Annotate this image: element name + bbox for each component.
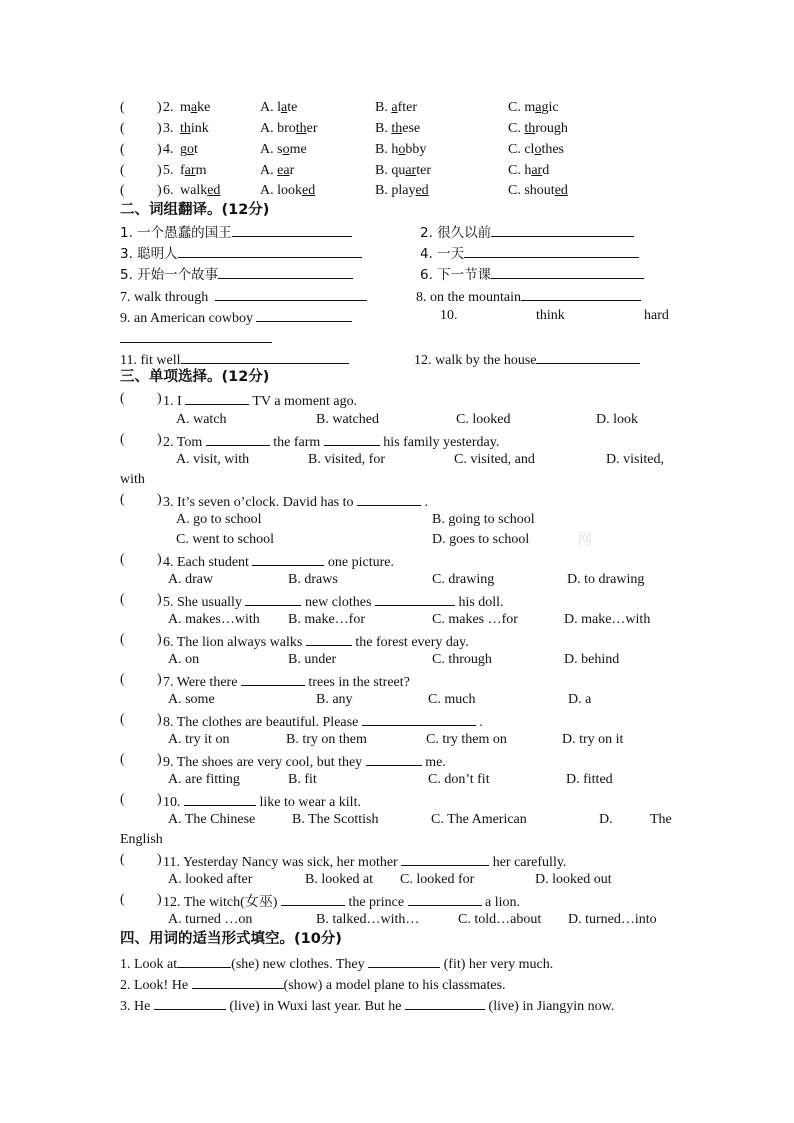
- underlined-letters: th: [295, 121, 307, 136]
- answer-blank[interactable]: [192, 975, 284, 989]
- translation-item-2: 2. 很久以前: [420, 223, 634, 241]
- option-c[interactable]: C. through: [432, 652, 492, 667]
- answer-paren-open: (: [120, 163, 125, 178]
- option-c[interactable]: C. makes …for: [432, 612, 518, 627]
- answer-blank[interactable]: [464, 244, 639, 258]
- translation-item-3: 3. 聪明人: [120, 244, 362, 262]
- answer-blank[interactable]: [401, 852, 489, 866]
- underlined-letters: o: [187, 142, 194, 157]
- underlined-letters: th: [524, 121, 536, 136]
- option-c[interactable]: C. looked for: [400, 872, 475, 887]
- option-a[interactable]: A. turned …on: [168, 912, 253, 927]
- stem-text: her carefully.: [492, 855, 567, 870]
- answer-blank[interactable]: [181, 350, 349, 364]
- word-part: B. qu: [375, 163, 406, 178]
- target-word: [180, 100, 210, 116]
- underlined-letters: ed: [554, 183, 568, 198]
- word-part: me: [289, 142, 307, 157]
- word-part: er: [306, 121, 318, 136]
- option-c[interactable]: C. try them on: [426, 732, 507, 747]
- answer-blank[interactable]: [375, 592, 455, 606]
- stem-text: 4. Each student: [163, 555, 249, 570]
- underlined-letters: ed: [302, 183, 316, 198]
- stem-text: me.: [425, 755, 446, 770]
- answer-paren-close: ): [157, 592, 162, 607]
- word-part: A. l: [260, 100, 281, 115]
- target-word: [180, 121, 209, 137]
- stem-text: new clothes: [304, 595, 372, 610]
- question-stem: [163, 672, 410, 691]
- stem-text: the prince: [348, 895, 405, 910]
- stem-text: the farm: [273, 435, 321, 450]
- question-number: 3.: [163, 121, 174, 136]
- question-stem: [163, 852, 566, 871]
- stem-text: 12. The witch(女巫): [163, 895, 278, 910]
- answer-blank[interactable]: [184, 792, 256, 806]
- word-part: B.: [375, 121, 392, 136]
- option-c: [508, 100, 559, 116]
- option-a: [260, 163, 294, 179]
- option-a: [260, 183, 315, 199]
- question-number: 6.: [163, 183, 174, 198]
- option-a[interactable]: A. are fitting: [168, 772, 240, 787]
- option-c[interactable]: C. went to school: [176, 532, 274, 547]
- option-d[interactable]: D. fitted: [566, 772, 613, 787]
- answer-paren-open: (: [120, 592, 125, 607]
- word-part: B. h: [375, 142, 399, 157]
- translation-item-4: 4. 一天: [420, 244, 639, 262]
- translation-item-11: 11. fit well: [120, 350, 349, 369]
- question-stem: [163, 752, 446, 771]
- answer-blank[interactable]: [491, 265, 644, 279]
- word-part: walk: [180, 183, 208, 198]
- answer-blank[interactable]: [368, 954, 440, 968]
- watermark-glyph: 网: [578, 532, 592, 548]
- answer-paren-open: (: [120, 712, 125, 727]
- option-a: [260, 121, 318, 137]
- answer-blank[interactable]: [232, 223, 352, 237]
- underlined-letters: a: [391, 100, 398, 115]
- word-part: g: [180, 142, 187, 157]
- answer-blank[interactable]: [120, 329, 272, 343]
- option-c[interactable]: C. don’t fit: [428, 772, 490, 787]
- underlined-letters: ar: [405, 163, 417, 178]
- option-a[interactable]: A. looked after: [168, 872, 253, 887]
- answer-blank[interactable]: [252, 552, 324, 566]
- underlined-letters: ar: [531, 163, 543, 178]
- option-d[interactable]: D. look: [596, 412, 638, 427]
- word-part: d: [542, 163, 550, 178]
- translation-item-6: 6. 下一节课: [420, 265, 644, 283]
- option-b[interactable]: B. fit: [288, 772, 317, 787]
- option-c: [508, 142, 564, 158]
- answer-paren-close: ): [157, 492, 162, 507]
- stem-text: his doll.: [458, 595, 504, 610]
- word-part: ink: [190, 121, 209, 136]
- word-part: rough: [535, 121, 568, 136]
- answer-blank[interactable]: [357, 492, 421, 506]
- answer-paren-open: (: [120, 492, 125, 507]
- question-stem: [163, 892, 520, 911]
- option-b[interactable]: B. try on them: [286, 732, 367, 747]
- stem-text: 11. Yesterday Nancy was sick, her mother: [163, 855, 398, 870]
- word-part: bby: [405, 142, 427, 157]
- answer-paren-open: (: [120, 752, 125, 767]
- answer-blank[interactable]: [154, 996, 226, 1010]
- underlined-letters: ed: [207, 183, 221, 198]
- option-b[interactable]: B. talked…with…: [316, 912, 420, 927]
- option-d[interactable]: D. looked out: [535, 872, 612, 887]
- option-c: [508, 163, 549, 179]
- word-part: r: [289, 163, 295, 178]
- question-stem: [163, 391, 357, 410]
- answer-blank[interactable]: [408, 892, 482, 906]
- word-part: m: [195, 163, 207, 178]
- word-part: ke: [197, 100, 211, 115]
- question-number: 4.: [163, 142, 174, 157]
- option-b[interactable]: B. looked at: [305, 872, 374, 887]
- wrapped-text: with: [120, 472, 145, 487]
- option-b: [375, 100, 417, 116]
- answer-paren-close: ): [157, 752, 162, 767]
- option-b[interactable]: B. watched: [316, 412, 379, 427]
- answer-paren-close: ): [157, 712, 162, 727]
- answer-paren-open: (: [120, 852, 125, 867]
- fill-item-3: 3. He (live) in Wuxi last year. But he (live) in Jiangyin now.: [120, 996, 614, 1015]
- word-part: ter: [416, 163, 431, 178]
- word-part: A.: [260, 163, 278, 178]
- question-number: 5.: [163, 163, 174, 178]
- answer-paren-close: ): [157, 552, 162, 567]
- stem-text: 7. Were there: [163, 675, 238, 690]
- option-a[interactable]: A. on: [168, 652, 200, 667]
- answer-paren-close: ): [157, 391, 162, 406]
- word-part: A. look: [260, 183, 302, 198]
- option-d[interactable]: D. goes to school: [432, 532, 530, 547]
- stem-text: TV a moment ago.: [252, 394, 358, 409]
- translation-item-5: 5. 开始一个故事: [120, 265, 353, 283]
- answer-paren-close: ): [157, 121, 162, 136]
- translation-item-12: 12. walk by the house: [414, 350, 640, 369]
- answer-paren-open: (: [120, 432, 125, 447]
- option-d[interactable]: D. make…with: [564, 612, 651, 627]
- question-stem: [163, 632, 469, 651]
- word-part: C. h: [508, 163, 532, 178]
- stem-text: trees in the street?: [308, 675, 410, 690]
- answer-blank[interactable]: [521, 287, 641, 301]
- question-stem: [163, 592, 504, 611]
- answer-blank[interactable]: [306, 632, 352, 646]
- answer-paren-close: ): [157, 163, 162, 178]
- option-c[interactable]: C. told…about: [458, 912, 542, 927]
- option-a[interactable]: A. go to school: [176, 512, 262, 527]
- answer-paren-open: (: [120, 100, 125, 115]
- option-a[interactable]: A. draw: [168, 572, 214, 587]
- word-part: fter: [397, 100, 417, 115]
- answer-blank[interactable]: [362, 712, 476, 726]
- option-b[interactable]: B. draws: [288, 572, 338, 587]
- answer-blank[interactable]: [185, 391, 249, 405]
- fill-item-2: 2. Look! He (show) a model plane to his classmates.: [120, 975, 506, 994]
- stem-text: 8. The clothes are beautiful. Please: [163, 715, 359, 730]
- option-b[interactable]: B. The Scottish: [292, 812, 379, 827]
- underlined-letters: o: [282, 142, 290, 157]
- stem-text: the forest every day.: [355, 635, 469, 650]
- underlined-letters: ar: [184, 163, 196, 178]
- word-part: C.: [508, 121, 525, 136]
- word-part: C. shout: [508, 183, 555, 198]
- word-part: f: [180, 163, 185, 178]
- answer-paren-open: (: [120, 142, 125, 157]
- option-c[interactable]: C. The American: [431, 812, 527, 827]
- underlined-letters: ed: [415, 183, 429, 198]
- underlined-letters: a: [190, 100, 198, 115]
- answer-paren-close: ): [157, 100, 162, 115]
- target-word: [180, 142, 198, 158]
- translation-item-7: 7. walk through: [120, 287, 367, 306]
- word-part: C. cl: [508, 142, 535, 157]
- word-part: A. s: [260, 142, 283, 157]
- stem-text: one picture.: [327, 555, 395, 570]
- word-part: ese: [402, 121, 421, 136]
- answer-blank[interactable]: [241, 672, 305, 686]
- option-a[interactable]: A. try it on: [168, 732, 230, 747]
- option-a[interactable]: A. makes…with: [168, 612, 260, 627]
- option-b: [375, 163, 431, 179]
- answer-paren-open: (: [120, 892, 125, 907]
- question-stem: [163, 712, 483, 731]
- answer-blank[interactable]: [405, 996, 485, 1010]
- word-part: C. m: [508, 100, 536, 115]
- translation-item-1: 1. 一个愚蠢的国王: [120, 223, 352, 241]
- stem-text: 5. She usually: [163, 595, 242, 610]
- answer-paren-close: ): [157, 632, 162, 647]
- stem-text: 3. It’s seven o’clock. David has to: [163, 495, 354, 510]
- option-b[interactable]: B. any: [316, 692, 353, 707]
- answer-paren-open: (: [120, 121, 125, 136]
- option-a[interactable]: A. visit, with: [176, 452, 250, 467]
- answer-paren-close: ): [157, 792, 162, 807]
- option-b: [375, 121, 420, 137]
- fill-item-1: 1. Look at (she) new clothes. They (fit) her very much.: [120, 954, 553, 973]
- underlined-letters: th: [391, 121, 403, 136]
- underlined-letters: ea: [277, 163, 290, 178]
- option-d[interactable]: D. to drawing: [567, 572, 645, 587]
- option-c[interactable]: C. drawing: [432, 572, 495, 587]
- stem-text: his family yesterday.: [383, 435, 500, 450]
- underlined-letters: a: [281, 100, 288, 115]
- option-c: [508, 183, 568, 199]
- answer-blank[interactable]: [215, 287, 367, 301]
- word-part: gic: [541, 100, 559, 115]
- option-b: [375, 183, 429, 199]
- target-word: [180, 163, 206, 179]
- option-d[interactable]: D. behind: [564, 652, 620, 667]
- option-d[interactable]: D. a: [568, 692, 592, 707]
- option-c[interactable]: C. visited, and: [454, 452, 535, 467]
- word-part: t: [194, 142, 198, 157]
- underlined-letters: o: [534, 142, 542, 157]
- translation-item-10-number: 10.: [440, 308, 458, 323]
- translation-item-10-blank: [120, 329, 272, 348]
- answer-blank[interactable]: [245, 592, 301, 606]
- target-word: [180, 183, 220, 199]
- option-a[interactable]: A. watch: [176, 412, 227, 427]
- question-stem: [163, 432, 499, 451]
- option-a: [260, 142, 307, 158]
- stem-text: .: [424, 495, 429, 510]
- answer-paren-open: (: [120, 552, 125, 567]
- underlined-letters: a: [535, 100, 542, 115]
- stem-text: 2. Tom: [163, 435, 203, 450]
- option-a[interactable]: A. some: [168, 692, 215, 707]
- translation-item-10-word-1: think: [536, 308, 565, 323]
- answer-paren-close: ): [157, 183, 162, 198]
- answer-paren-close: ): [157, 672, 162, 687]
- answer-blank[interactable]: [256, 308, 352, 322]
- question-stem: [163, 552, 394, 571]
- answer-paren-close: ): [157, 852, 162, 867]
- answer-paren-close: ): [157, 432, 162, 447]
- word-part: te: [287, 100, 298, 115]
- answer-paren-open: (: [120, 391, 125, 406]
- option-c: [508, 121, 568, 137]
- translation-item-9: 9. an American cowboy: [120, 308, 352, 327]
- answer-blank[interactable]: [491, 223, 634, 237]
- stem-text: .: [479, 715, 483, 730]
- stem-text: 1. I: [163, 394, 182, 409]
- option-d[interactable]: D. try on it: [562, 732, 624, 747]
- answer-blank[interactable]: [536, 350, 640, 364]
- word-part: thes: [541, 142, 565, 157]
- underlined-letters: th: [180, 121, 191, 136]
- answer-paren-open: (: [120, 792, 125, 807]
- option-a: [260, 100, 297, 116]
- translation-item-8: 8. on the mountain: [416, 287, 641, 306]
- stem-text: 10.: [163, 795, 181, 810]
- option-c[interactable]: C. much: [428, 692, 476, 707]
- answer-paren-close: ): [157, 892, 162, 907]
- word-part: B. play: [375, 183, 416, 198]
- option-a[interactable]: A. The Chinese: [168, 812, 256, 827]
- answer-blank[interactable]: [177, 954, 231, 968]
- section-3-heading: 三、单项选择。(12分): [120, 369, 270, 385]
- option-d[interactable]: The: [650, 812, 672, 827]
- stem-text: 6. The lion always walks: [163, 635, 303, 650]
- answer-blank[interactable]: [281, 892, 345, 906]
- section-2-heading: 二、词组翻译。(12分): [120, 202, 270, 218]
- question-stem: [163, 792, 361, 811]
- word-part: A. bro: [260, 121, 296, 136]
- answer-paren-close: ): [157, 142, 162, 157]
- question-stem: [163, 492, 428, 511]
- word-part: B.: [375, 100, 392, 115]
- section-4-heading: 四、用词的适当形式填空。(10分): [120, 931, 342, 947]
- answer-blank[interactable]: [366, 752, 422, 766]
- answer-paren-open: (: [120, 632, 125, 647]
- answer-blank[interactable]: [218, 265, 353, 279]
- option-d[interactable]: D. visited,: [606, 452, 664, 467]
- option-b[interactable]: B. make…for: [288, 612, 365, 627]
- word-part: m: [180, 100, 191, 115]
- answer-paren-open: (: [120, 183, 125, 198]
- answer-blank[interactable]: [178, 244, 362, 258]
- stem-text: like to wear a kilt.: [259, 795, 361, 810]
- answer-blank[interactable]: [324, 432, 380, 446]
- translation-item-10-word-2: hard: [644, 308, 669, 323]
- option-b: [375, 142, 426, 158]
- answer-paren-open: (: [120, 672, 125, 687]
- option-c[interactable]: C. looked: [456, 412, 511, 427]
- option-d[interactable]: D.: [599, 812, 613, 827]
- stem-text: a lion.: [485, 895, 521, 910]
- answer-blank[interactable]: [206, 432, 270, 446]
- option-b[interactable]: B. going to school: [432, 512, 535, 527]
- underlined-letters: o: [398, 142, 406, 157]
- wrapped-text: English: [120, 832, 163, 847]
- option-b[interactable]: B. visited, for: [308, 452, 385, 467]
- option-b[interactable]: B. under: [288, 652, 337, 667]
- question-number: 2.: [163, 100, 174, 115]
- option-d[interactable]: D. turned…into: [568, 912, 657, 927]
- stem-text: 9. The shoes are very cool, but they: [163, 755, 363, 770]
